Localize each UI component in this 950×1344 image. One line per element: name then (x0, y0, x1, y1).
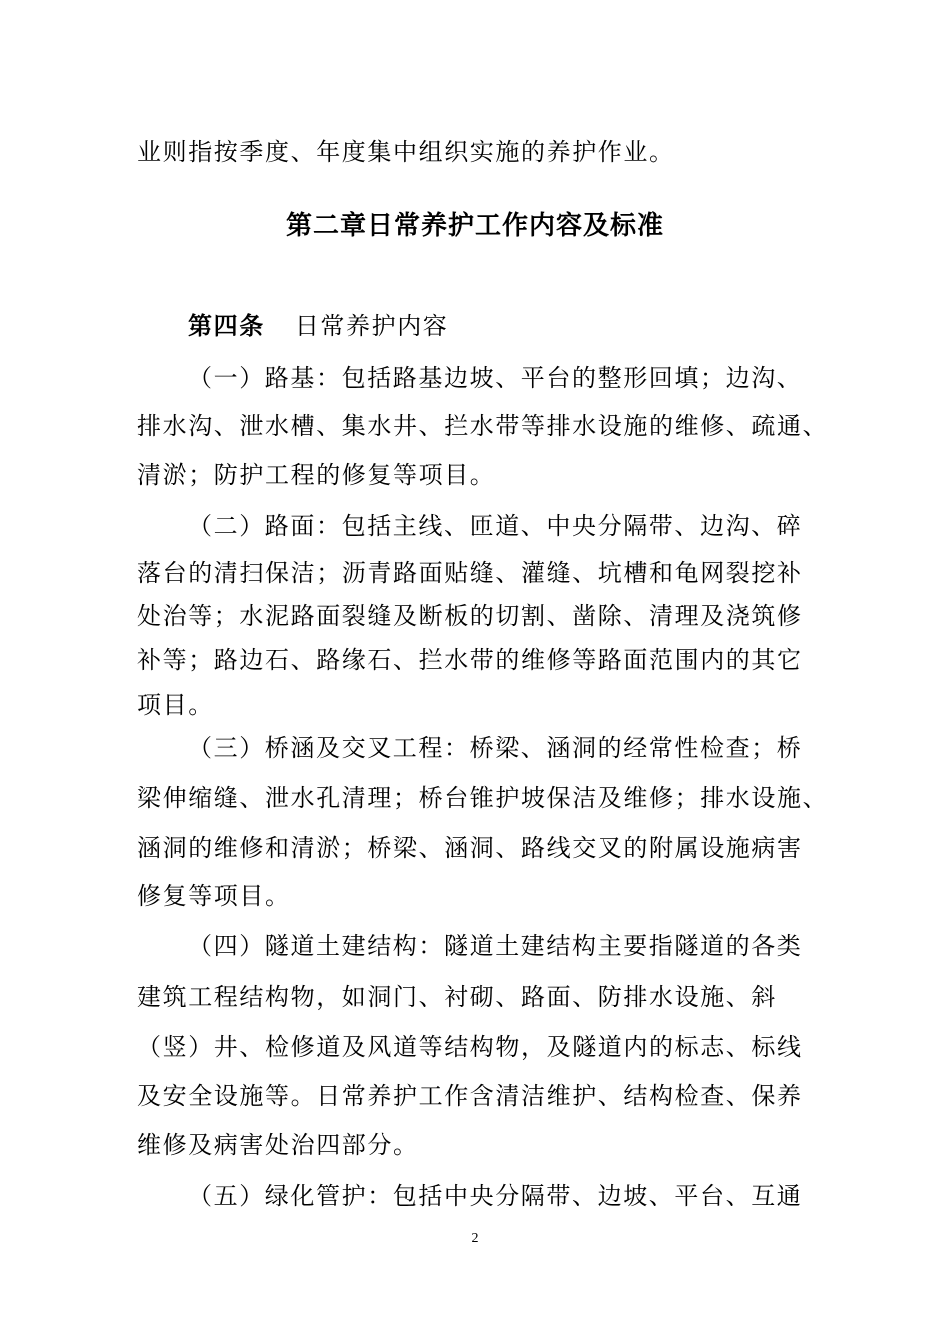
body-line: 落台的清扫保洁；沥青路面贴缝、灌缝、坑槽和龟网裂挖补 (137, 559, 803, 587)
article-heading (188, 310, 448, 342)
body-line: 清淤；防护工程的修复等项目。 (137, 461, 496, 489)
body-line: 建筑工程结构物，如洞门、衬砌、路面、防排水设施、斜 (137, 983, 777, 1011)
body-line: 涵洞的维修和清淤；桥梁、涵洞、路线交叉的附属设施病害 (137, 834, 803, 862)
body-line: （竖）井、检修道及风道等结构物，及隧道内的标志、标线 (137, 1033, 803, 1061)
body-line: 修复等项目。 (137, 882, 291, 910)
body-line: （三）桥涵及交叉工程：桥梁、涵洞的经常性检查；桥 (188, 734, 803, 762)
body-line: （二）路面：包括主线、匝道、中央分隔带、边沟、碎 (188, 512, 803, 540)
chapter-title: 日常养护工作内容及标准 (367, 211, 665, 241)
body-line: 项目。 (137, 691, 214, 719)
body-line: 梁伸缩缝、泄水孔清理；桥台锥护坡保洁及维修；排水设施、 (137, 784, 829, 812)
body-line: （四）隧道土建结构：隧道土建结构主要指隧道的各类 (188, 932, 803, 960)
body-line: 及安全设施等。日常养护工作含清洁维护、结构检查、保养 (137, 1082, 803, 1110)
article-title: 日常养护内容 (294, 312, 449, 340)
body-line: 处治等；水泥路面裂缝及断板的切割、凿除、清理及浇筑修 (137, 602, 803, 630)
body-line: （五）绿化管护：包括中央分隔带、边坡、平台、互通 (188, 1182, 803, 1210)
body-line: （一）路基：包括路基边坡、平台的整形回填；边沟、 (188, 364, 803, 392)
body-line: 排水沟、泄水槽、集水井、拦水带等排水设施的维修、疏通、 (137, 412, 829, 440)
article-label: 第四条 (188, 312, 265, 340)
body-line: 业则指按季度、年度集中组织实施的养护作业。 (137, 138, 675, 166)
page-number: 2 (471, 1231, 479, 1246)
body-line: 补等；路边石、路缘石、拦水带的维修等路面范围内的其它 (137, 646, 803, 674)
chapter-heading (0, 210, 950, 242)
chapter-number: 第二章 (285, 211, 367, 241)
body-line: 维修及病害处治四部分。 (137, 1131, 419, 1159)
